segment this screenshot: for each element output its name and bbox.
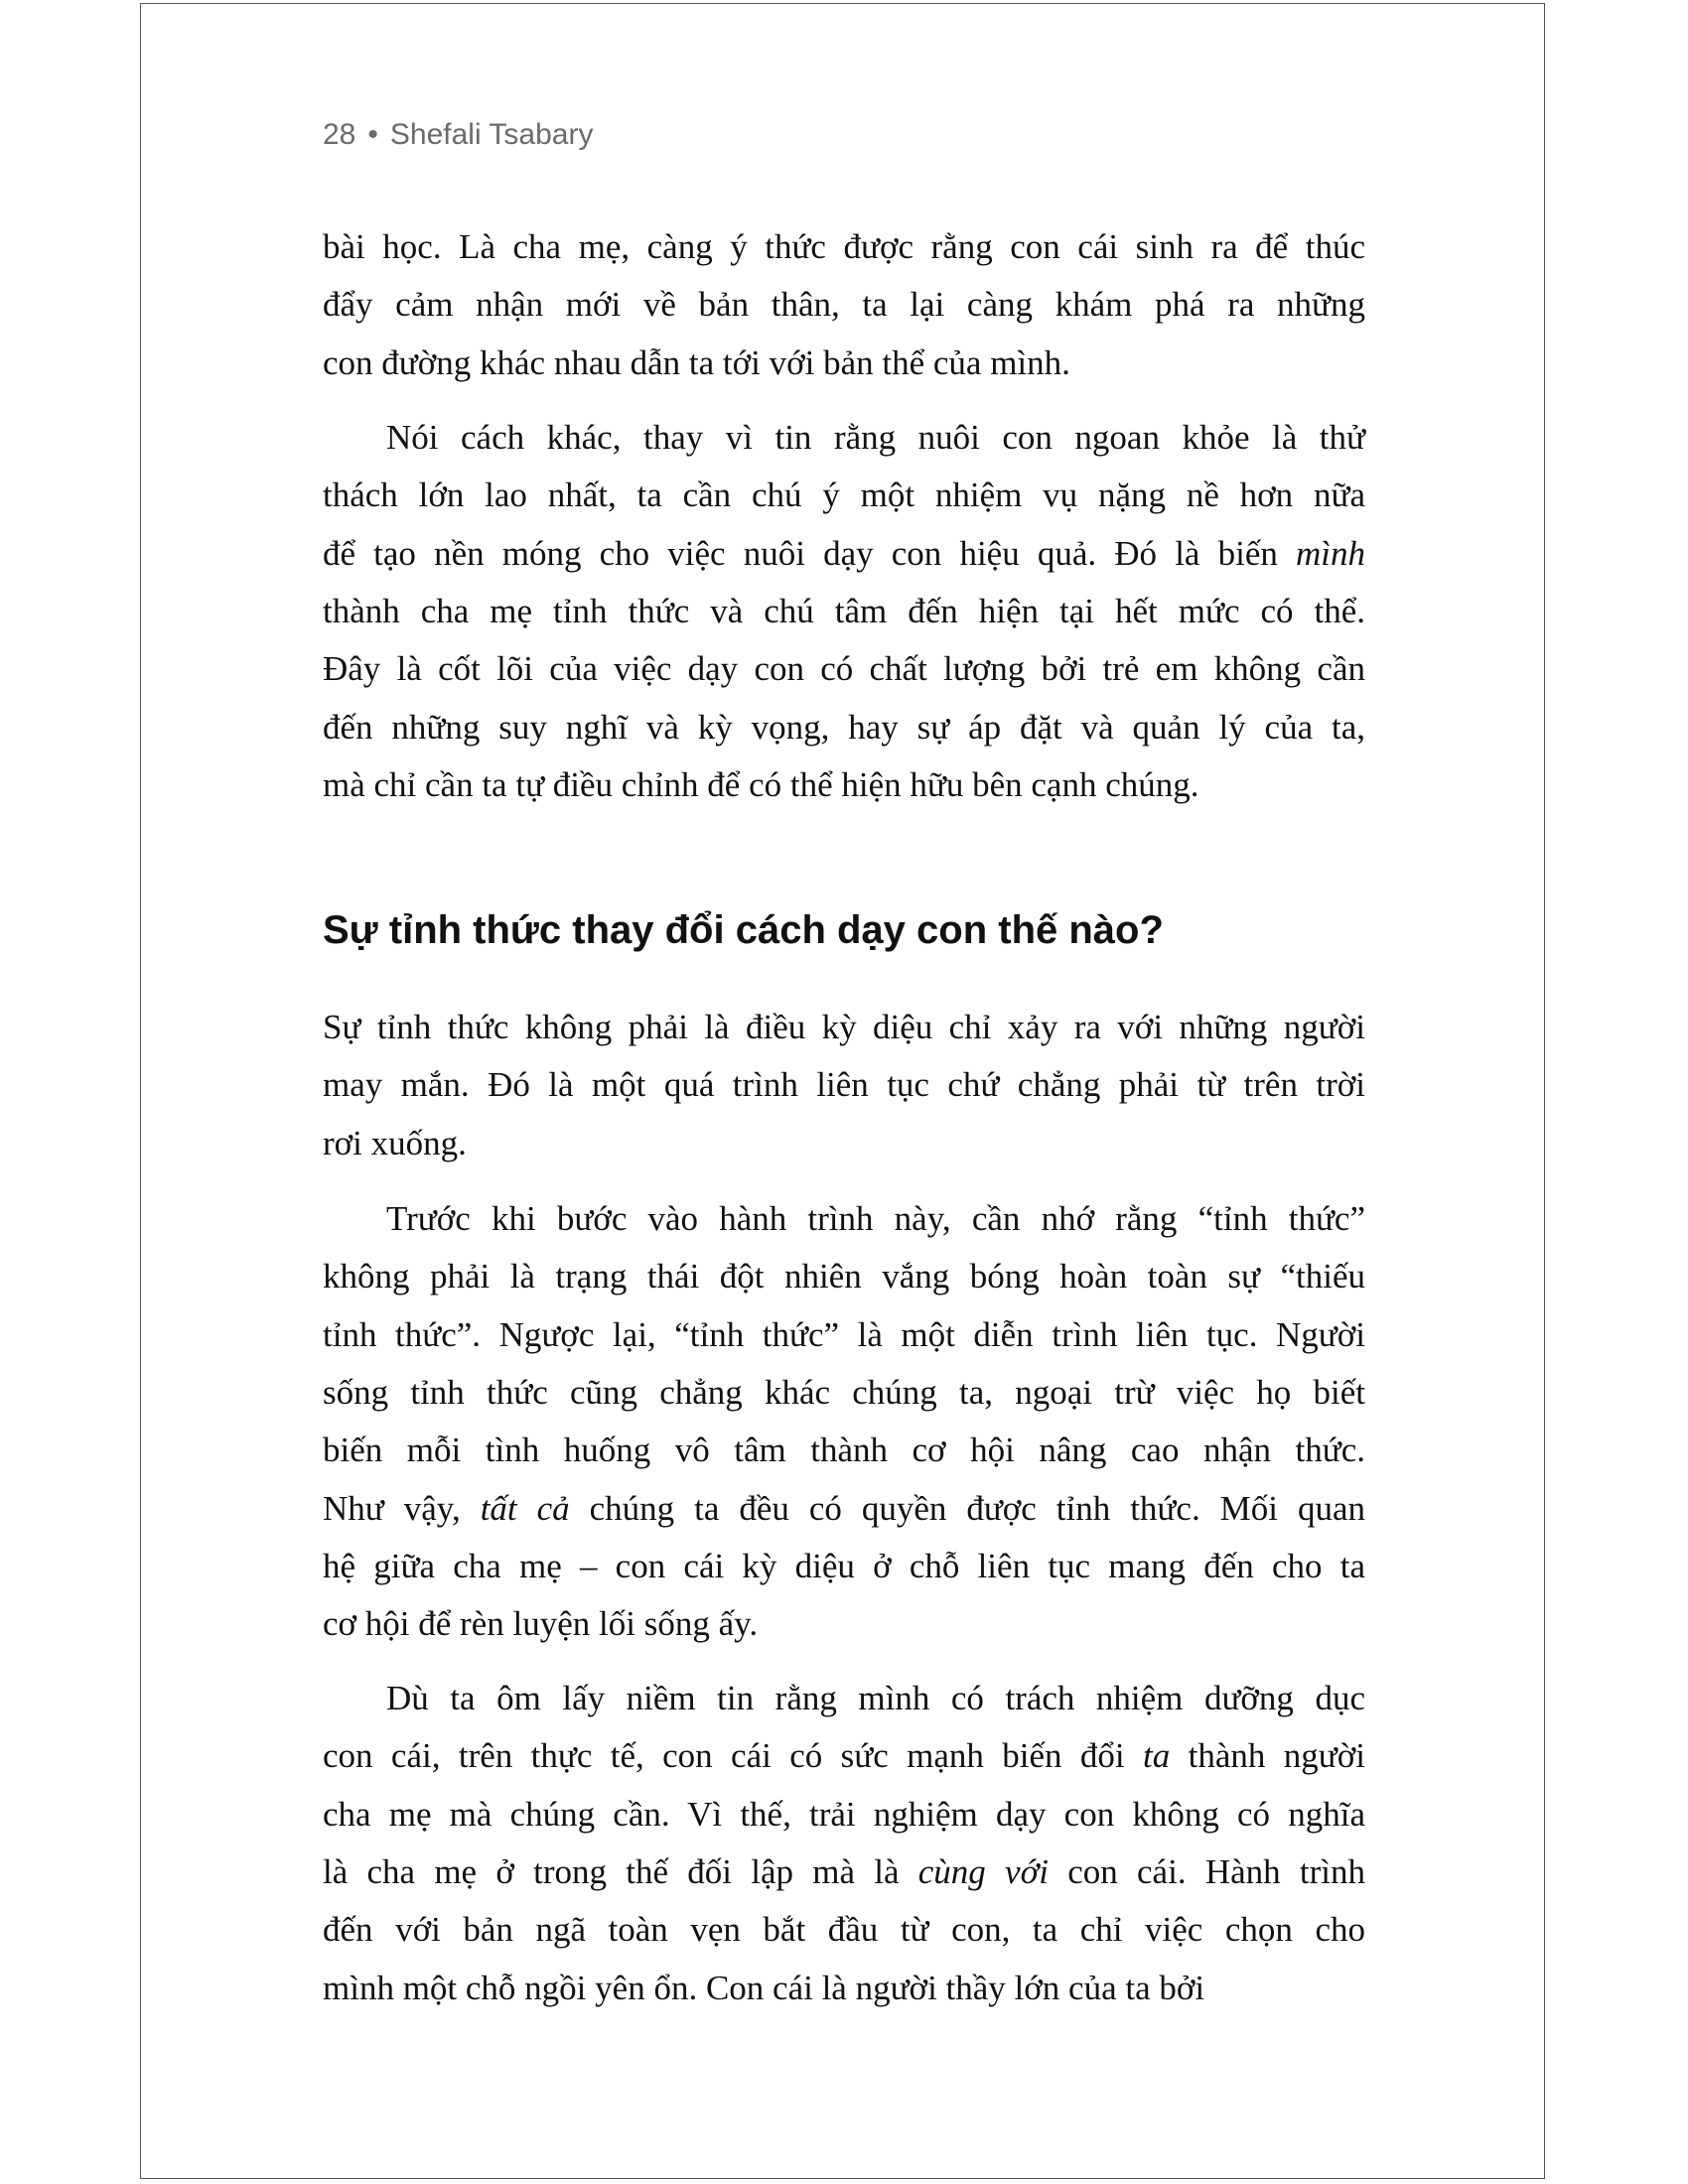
text-line [323,1364,1365,1422]
text-segment: thành người [1170,1736,1365,1776]
text-segment: Nói cách khác, thay vì tin rằng nuôi con ngoan khỏe là thử [386,418,1365,457]
text-segment: bài học. Là cha mẹ, càng ý thức được rằng con cái sinh ra để thúc [323,227,1365,266]
page-number: 28 [323,118,356,151]
text-line [323,999,1365,1056]
running-header [323,115,593,155]
separator: • [367,118,378,151]
text-line [323,1056,1365,1114]
text-line [323,699,1365,756]
text-line [323,525,1365,583]
text-line [323,1786,1365,1843]
text-line [323,756,1365,814]
text-segment: Đây là cốt lõi của việc dạy con có chất lượng bởi trẻ em không cần [323,649,1365,689]
text-line [323,218,1365,276]
text-segment: là cha mẹ ở trong thế đối lập mà là [323,1851,918,1891]
text-segment: Trước khi bước vào hành trình này, cần nhớ rằng “tỉnh thức” [386,1199,1365,1238]
text-segment: Sự tỉnh thức không phải là điều kỳ diệu chỉ xảy ra với những người [323,1008,1365,1046]
text-segment: con cái. Hành trình [1048,1851,1365,1891]
text-segment: may mắn. Đó là một quá trình liên tục chứ chẳng phải từ trên trời [323,1065,1365,1105]
text-line [323,1843,1365,1901]
text-line [323,335,1365,392]
text-segment: đến những suy nghĩ và kỳ vọng, hay sự áp đặt và quản lý của ta, [323,707,1365,747]
italic-text: tất cả [480,1488,570,1528]
text-segment: hệ giữa cha mẹ – con cái kỳ diệu ở chỗ liên tục mang đến cho ta [323,1546,1365,1585]
text-segment: đẩy cảm nhận mới về bản thân, ta lại càng khám phá ra những [323,285,1365,325]
author-name: Shefali Tsabary [389,118,594,151]
text-segment: rơi xuống. [323,1123,467,1162]
text-line [323,640,1365,698]
italic-text: cùng với [917,1851,1049,1891]
text-segment: sống tỉnh thức cũng chẳng khác chúng ta, ngoại trừ việc họ biết [323,1372,1365,1412]
text-segment: biến mỗi tình huống vô tâm thành cơ hội nâng cao nhận thức. [323,1431,1365,1470]
text-segment: đến với bản ngã toàn vẹn bắt đầu từ con, ta chỉ việc chọn cho [323,1910,1365,1950]
text-segment: không phải là trạng thái đột nhiên vắng bóng hoàn toàn sự “thiếu [323,1257,1365,1297]
text-segment: để tạo nền móng cho việc nuôi dạy con hiệu quả. Đó là biến [323,533,1296,573]
text-segment: con đường khác nhau dẫn ta tới với bản thể của mình. [323,342,1070,382]
text-segment: mình một chỗ ngồi yên ổn. Con cái là người thầy lớn của ta bởi [323,1968,1205,2007]
text-line [323,409,1365,467]
text-line [323,1115,1365,1172]
text-segment: Dù ta ôm lấy niềm tin rằng mình có trách nhiệm dưỡng dục [386,1679,1365,1717]
text-line [323,467,1365,524]
text-segment: tỉnh thức”. Ngược lại, “tỉnh thức” là một diễn trình liên tục. Người [323,1314,1365,1354]
text-line [323,583,1365,640]
text-segment: thành cha mẹ tỉnh thức và chú tâm đến hiện tại hết mức có thể. [323,591,1365,630]
text-line [323,1248,1365,1305]
text-segment: mà chỉ cần ta tự điều chỉnh để có thể hiện hữu bên cạnh chúng. [323,764,1199,804]
text-segment: cơ hội để rèn luyện lối sống ấy. [323,1604,759,1644]
italic-text: mình [1296,533,1365,573]
text-line [323,1901,1365,1959]
text-line [323,1670,1365,1727]
text-line [323,1595,1365,1653]
text-line [323,1960,1365,2017]
text-line [323,1190,1365,1248]
text-line [323,1480,1365,1538]
text-line [323,276,1365,334]
text-segment: thách lớn lao nhất, ta cần chú ý một nhiệm vụ nặng nề hơn nữa [323,476,1365,515]
text-line [323,1422,1365,1479]
text-segment: con cái, trên thực tế, con cái có sức mạnh biến đổi [323,1736,1144,1776]
text-line [323,1538,1365,1595]
text-segment: Như vậy, [323,1488,481,1528]
text-line [323,1727,1365,1785]
text-segment: cha mẹ mà chúng cần. Vì thế, trải nghiệm dạy con không có nghĩa [323,1794,1365,1834]
text-segment: chúng ta đều có quyền được tỉnh thức. Mối quan [569,1488,1365,1528]
italic-text: ta [1143,1736,1171,1776]
section-heading: Sự tỉnh thức thay đổi cách dạy con thế nào? [323,908,1164,952]
text-line [323,1306,1365,1364]
